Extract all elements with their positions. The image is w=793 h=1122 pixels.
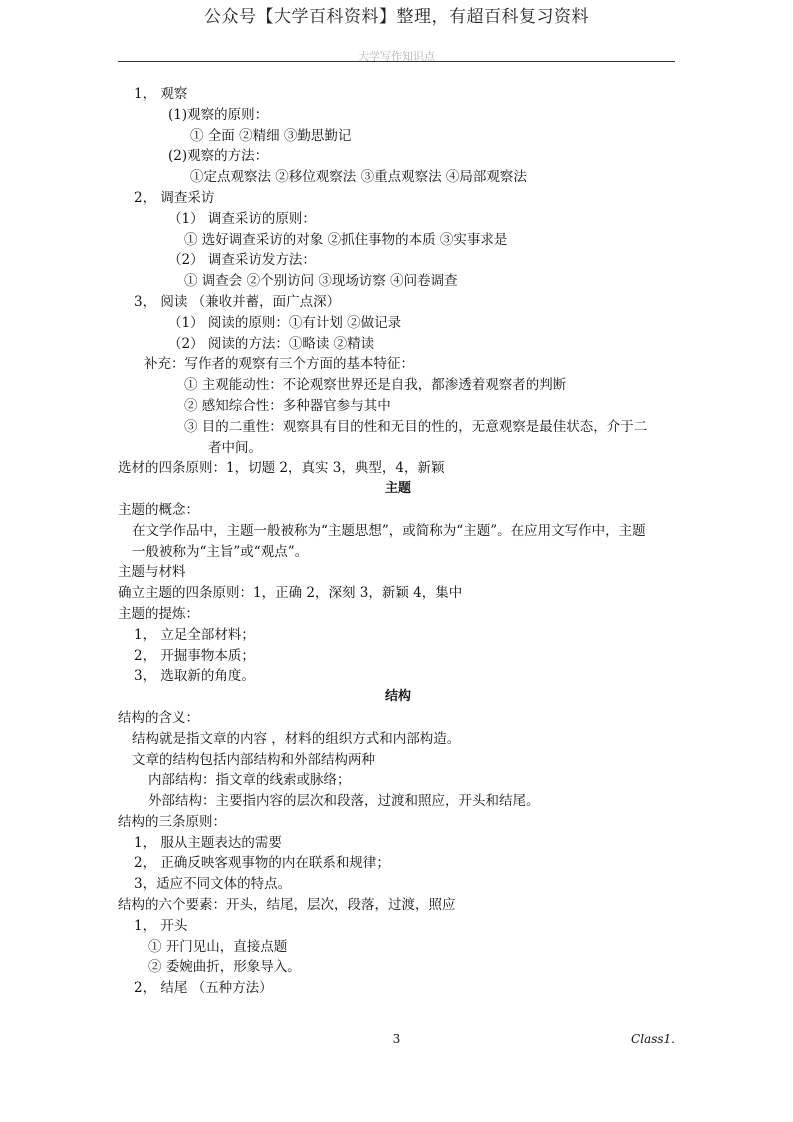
text-line: 结构的六个要素：开头，结尾，层次，段落，过渡，照应 [118,897,456,914]
top-banner: 公众号【大学百科资料】整理，有超百科复习资料 [204,7,589,27]
text-line: 文章的结构包括内部结构和外部结构两种 [132,751,375,768]
text-line: 3，适应不同文体的特点。 [134,876,292,893]
text-line: 1， 开头 [134,917,188,934]
text-line: ① 选好调查采访的对象 ②抓住事物的本质 ③实事求是 [184,231,508,248]
text-line: 2， 调查采访 [134,189,215,206]
footer-class-label: Class1. [631,1032,675,1046]
text-line: （1） 调查采访的原则： [168,210,316,227]
section-heading: 结构 [384,689,411,705]
text-line: 1， 立足全部材料； [134,626,255,643]
text-line: （1） 阅读的原则：①有计划 ②做记录 [168,314,402,331]
text-line: ①定点观察法 ②移位观察法 ③重点观察法 ④局部观察法 [190,169,527,186]
text-line: 在文学作品中，主题一般被称为“主题思想”，或简称为“主题”。在应用文写作中，主题 [132,522,646,539]
text-line: 1， 服从主题表达的需要 [134,834,282,851]
text-line: (1)观察的原则： [168,106,269,123]
text-line: 1， 观察 [134,86,188,102]
text-line: ② 委婉曲折，形象导入。 [148,959,301,976]
text-line: 3， 阅读 （兼收并蓄，面广点深） [134,293,341,310]
text-line: ② 感知综合性：多种器官参与其中 [184,397,391,414]
text-line: 结构的含义： [118,709,199,726]
text-line: 主题与材料 [118,564,186,581]
text-line: 主题的概念： [118,501,199,518]
text-line: 结构就是指文章的内容 ，材料的组织方式和内部构造。 [132,730,461,747]
text-line: 补充：写作者的观察有三个方面的基本特征： [144,356,414,373]
text-line: ① 开门见山，直接点题 [148,938,288,955]
text-line: 外部结构：主要指内容的层次和段落，过渡和照应，开头和结尾。 [148,793,540,810]
text-line: 选材的四条原则：1，切题 2，真实 3，典型，4，新颖 [118,460,445,477]
text-line: (2)观察的方法： [168,148,269,165]
section-heading: 主题 [384,481,411,497]
text-line: 者中间。 [208,439,262,456]
text-line: ③ 目的二重性：观察具有目的性和无目的性的，无意观察是最佳状态，介于二 [184,418,648,435]
text-line: （2） 阅读的方法：①略读 ②精读 [168,335,375,352]
text-line: 确立主题的四条原则：1，正确 2，深刻 3，新颖 4，集中 [118,585,463,602]
text-line: （2） 调查采访发方法： [168,252,316,269]
text-line: 结构的三条原则： [118,813,226,830]
text-line: ① 全面 ②精细 ③勤思勤记 [190,127,352,144]
header-rule [118,61,675,62]
text-line: ① 调查会 ②个别访问 ③现场访察 ④问卷调查 [184,273,458,290]
text-line: 3， 选取新的角度。 [134,668,255,685]
text-line: 2， 开掘事物本质； [134,647,255,664]
page-number: 3 [392,1032,401,1046]
text-line: 2， 结尾 （五种方法） [134,980,273,997]
text-line: 内部结构：指文章的线索或脉络； [148,772,351,789]
text-line: ① 主观能动性：不论观察世界还是自我，都渗透着观察者的判断 [184,377,567,394]
text-line: 2， 正确反映客观事物的内在联系和规律； [134,855,390,872]
document-body [118,84,678,999]
running-head: 大学写作知识点 [358,50,435,63]
text-line: 主题的提炼： [118,605,199,622]
text-line: 一般被称为“主旨”或“观点”。 [132,543,309,560]
